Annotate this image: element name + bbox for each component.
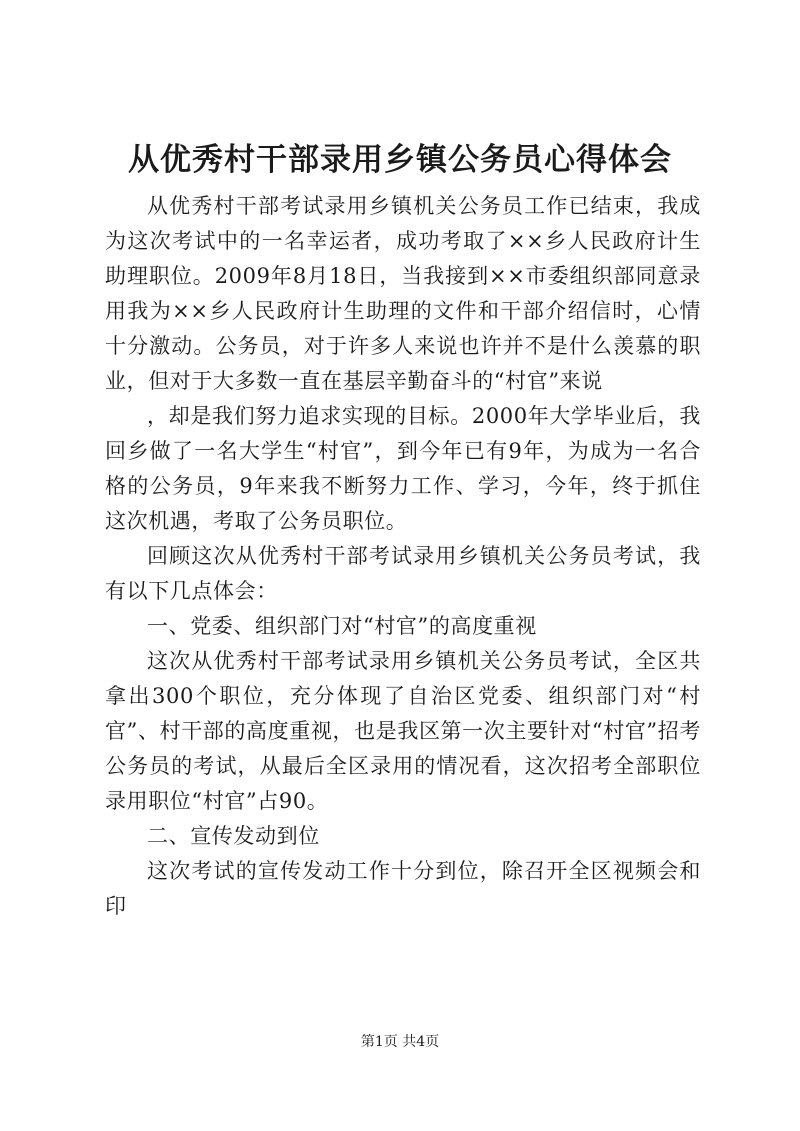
paragraph-4: 这次从优秀村干部考试录用乡镇机关公务员考试，全区共拿出300个职位，充分体现了自治区党委、组织部门对“村官”、村干部的高度重视，也是我区第一次主要针对“村官”招考公务员的考试，从最后全区录用的情况看，这次招考全部职位录用职位“村官”占90。: [105, 649, 701, 813]
page-title: 从优秀村干部录用乡镇公务员心得体会: [128, 142, 672, 178]
paragraph-2: ，却是我们努力追求实现的目标。2000年大学毕业后，我回乡做了一名大学生“村官”，到今年已有9年，为成为一名合格的公务员，9年来我不断努力工作、学习，今年，终于抓住这次机遇，考取了公务员职位。: [105, 404, 701, 533]
paragraph-3: 回顾这次从优秀村干部考试录用乡镇机关公务员考试，我有以下几点体会：: [105, 544, 701, 603]
paragraph-1: 从优秀村干部考试录用乡镇机关公务员工作已结束，我成为这次考试中的一名幸运者，成功考取了××乡人民政府计生助理职位。2009年8月18日，当我接到××市委组织部同意录用我为××乡人民政府计生助理的文件和干部介绍信时，心情十分激动。公务员，对于许多人来说也许并不是什么羡慕的职业，但对于大多数一直在基层辛勤奋斗的“村官”来说: [105, 194, 701, 393]
paragraph-5: 这次考试的宣传发动工作十分到位，除召开全区视频会和印: [105, 859, 701, 918]
page-footer: 第1页 共4页: [360, 1034, 440, 1050]
document-body: [105, 189, 701, 924]
section-heading-1: 一、党委、组织部门对“村官”的高度重视: [147, 614, 537, 638]
section-heading-2: 二、宣传发动到位: [147, 824, 320, 848]
